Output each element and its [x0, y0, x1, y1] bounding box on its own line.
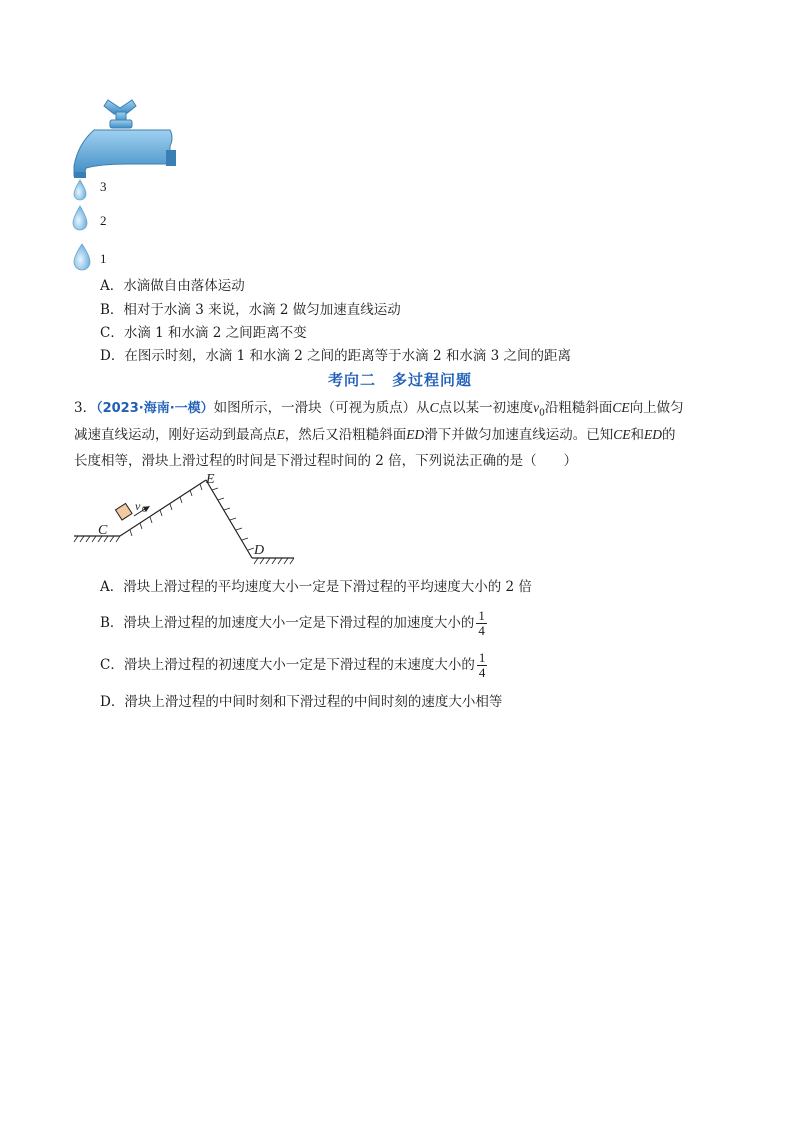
q3-stem-line1: 3．（2023·海南·一模）如图所示，一滑块（可视为质点）从C点以某一初速度$v_0$沿粗糙斜面CE向上做匀 — [74, 400, 684, 419]
water-drop-2-icon — [73, 206, 87, 230]
water-drop-1-icon — [74, 244, 90, 270]
label-v: v — [135, 499, 141, 513]
section-title: 考向二 多过程问题 — [327, 371, 472, 389]
q2-option-a: A．水滴做自由落体运动 — [100, 278, 245, 294]
q3-option-b: B．滑块上滑过程的加速度大小一定是下滑过程的加速度大小的 $\frac{1}{4}$ — [100, 608, 485, 638]
fraction-c: $\frac{1}{4}$ — [478, 650, 486, 680]
faucet-figure — [70, 92, 190, 272]
label-v-sub: 0 — [142, 505, 146, 514]
label-d: D — [254, 543, 265, 558]
q2-option-b: B．相对于水滴 3 来说，水滴 2 做匀加速直线运动 — [100, 302, 401, 318]
incline-diagram — [72, 470, 302, 570]
slider-block-icon — [115, 503, 132, 520]
q2-option-c: C．水滴 1 和水滴 2 之间距离不变 — [100, 325, 307, 341]
q3-stem-line3: 长度相等，滑块上滑过程的时间是下滑过程时间的 2 倍，下列说法正确的是（ ） — [74, 453, 578, 469]
drop-label-3: 3 — [100, 179, 107, 194]
q3-stem-line2: 减速直线运动，刚好运动到最高点E，然后又沿粗糙斜面ED滑下并做匀加速直线运动。已知CE和ED的 — [74, 427, 676, 443]
water-drop-3-icon — [74, 180, 86, 200]
q3-option-d: D．滑块上滑过程的中间时刻和下滑过程的中间时刻的速度大小相等 — [100, 694, 503, 710]
q3-option-c: C．滑块上滑过程的初速度大小一定是下滑过程的末速度大小的 $\frac{1}{4}$ — [100, 650, 486, 680]
drop-label-2: 2 — [100, 213, 107, 228]
drop-label-1: 1 — [100, 251, 107, 266]
label-e: E — [206, 472, 215, 487]
faucet-icon — [70, 92, 190, 272]
label-c: C — [98, 523, 108, 538]
q2-option-d: D．在图示时刻，水滴 1 和水滴 2 之间的距离等于水滴 2 和水滴 3 之间的距离 — [100, 348, 572, 364]
question-number: 3． — [74, 400, 97, 416]
incline-figure — [72, 470, 302, 570]
q3-option-a: A．滑块上滑过程的平均速度大小一定是下滑过程的平均速度大小的 2 倍 — [100, 579, 532, 595]
fraction-b: $\frac{1}{4}$ — [478, 608, 485, 638]
question-source: （2023·海南·一模） — [96, 401, 214, 416]
